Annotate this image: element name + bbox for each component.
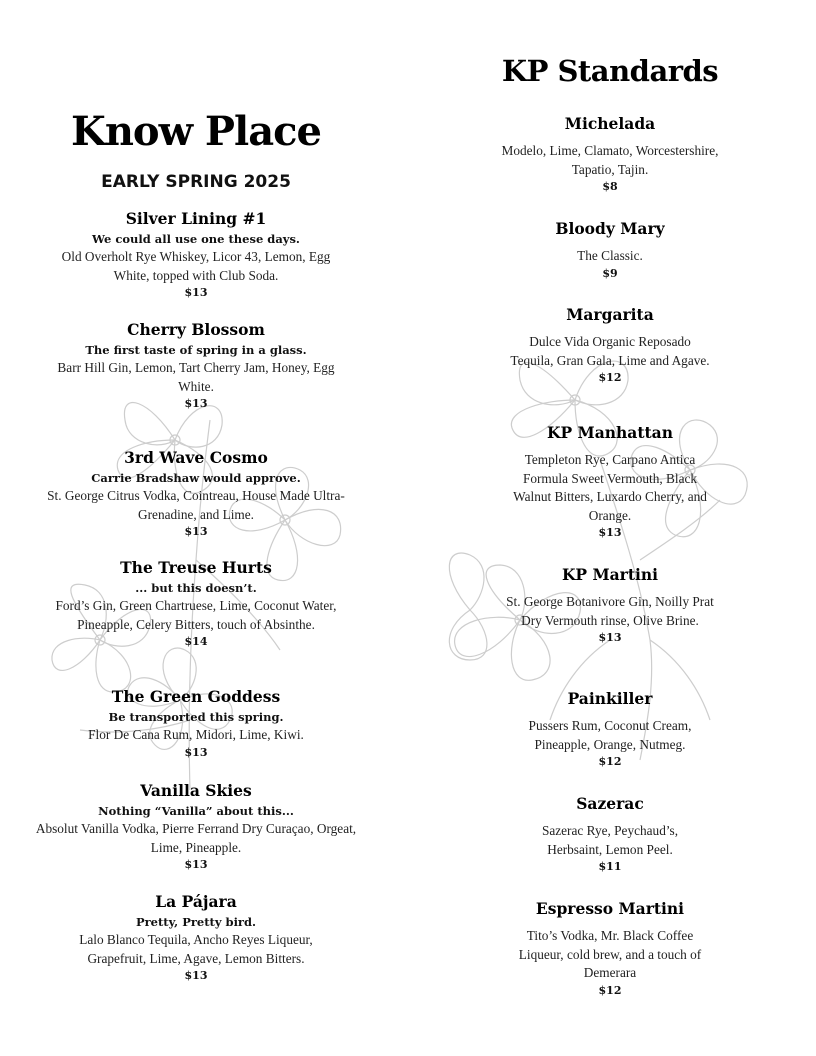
menu-item: [410, 219, 810, 281]
menu-item: [0, 781, 392, 872]
menu-item-price: $14: [184, 635, 208, 648]
menu-item-price: $13: [598, 631, 622, 644]
menu-item-description: Dulce Vida Organic Reposado Tequila, Gran Gala, Lime and Agave.: [510, 334, 710, 368]
menu-item-name: Painkiller: [567, 689, 653, 708]
menu-item-name: The Treuse Hurts: [120, 558, 272, 577]
menu-item: [410, 423, 810, 540]
menu-item-price: $12: [598, 371, 622, 384]
menu-item-price: $13: [184, 858, 208, 871]
menu-item: [0, 320, 392, 411]
menu-item-name: Bloody Mary: [555, 219, 665, 238]
menu-item-description: St. George Botanivore Gin, Noilly Prat Dry Vermouth rinse, Olive Brine.: [506, 594, 714, 628]
menu-item: [0, 558, 392, 649]
menu-item-tagline: Nothing “Vanilla” about this...: [98, 804, 294, 818]
brand-title: Know Place: [71, 108, 321, 155]
menu-item-price: $12: [598, 755, 622, 768]
menu-item-description: Flor De Cana Rum, Midori, Lime, Kiwi.: [88, 727, 304, 742]
menu-item: [0, 687, 392, 760]
menu-item-description: Old Overholt Rye Whiskey, Licor 43, Lemon, Egg White, topped with Club Soda.: [61, 249, 331, 283]
menu-item-name: Cherry Blossom: [127, 320, 265, 339]
menu-item-price: $9: [602, 266, 618, 280]
menu-item: [410, 114, 810, 194]
menu-item: [0, 448, 392, 539]
menu-item-name: Silver Lining #1: [125, 209, 267, 228]
menu-item-price: $13: [598, 526, 622, 539]
menu-item-name: Michelada: [564, 114, 656, 133]
menu-item: [410, 794, 810, 874]
standards-title: KP Standards: [501, 54, 719, 88]
menu-item: [0, 892, 392, 983]
menu-item-name: 3rd Wave Cosmo: [124, 448, 268, 467]
menu-item: [410, 689, 810, 769]
menu-item-price: $13: [184, 286, 208, 299]
menu-item-tagline: We could all use one these days.: [92, 232, 300, 246]
menu-item-tagline: The first taste of spring in a glass.: [85, 343, 307, 357]
menu-item: [410, 899, 810, 998]
menu-item-description: Tito’s Vodka, Mr. Black Coffee Liqueur, cold brew, and a touch of Demerara: [518, 928, 702, 980]
menu-item-description: Pussers Rum, Coconut Cream, Pineapple, Orange, Nutmeg.: [528, 718, 692, 752]
menu-item-description: The Classic.: [577, 248, 643, 263]
menu-item-price: $11: [598, 860, 622, 873]
menu-item-description: Barr Hill Gin, Lemon, Tart Cherry Jam, Honey, Egg White.: [57, 360, 335, 394]
menu-item-name: Espresso Martini: [535, 899, 685, 918]
menu-item-name: KP Manhattan: [547, 423, 673, 442]
menu-item-name: Sazerac: [576, 794, 644, 813]
menu-item-description: Ford’s Gin, Green Chartruese, Lime, Coconut Water, Pineapple, Celery Bitters, touch of Absinthe.: [55, 598, 337, 632]
season-heading: EARLY SPRING 2025: [101, 172, 291, 192]
menu-item: [410, 565, 810, 645]
menu-item: [410, 305, 810, 385]
menu-item-tagline: ... but this doesn’t.: [135, 581, 257, 595]
menu-item-price: $8: [602, 180, 618, 193]
menu-item-description: Templeton Rye, Carpano Antica Formula Sweet Vermouth, Black Walnut Bitters, Luxardo Cherry, and Orange.: [513, 452, 707, 523]
menu-item-price: $13: [184, 969, 208, 982]
menu-item-description: St. George Citrus Vodka, Cointreau, House Made Ultra-Grenadine, and Lime.: [47, 488, 345, 522]
menu-item: [0, 209, 392, 300]
menu-item-name: Margarita: [566, 305, 654, 324]
menu-item-description: Sazerac Rye, Peychaud’s, Herbsaint, Lemon Peel.: [541, 823, 679, 857]
menu-item-description: Modelo, Lime, Clamato, Worcestershire, Tapatio, Tajin.: [501, 143, 719, 177]
menu-item-name: The Green Goddess: [111, 687, 281, 706]
menu-item-price: $13: [184, 525, 208, 538]
menu-item-price: $13: [184, 397, 208, 410]
menu-item-tagline: Carrie Bradshaw would approve.: [91, 471, 301, 485]
menu-item-description: Absolut Vanilla Vodka, Pierre Ferrand Dry Curaçao, Orgeat, Lime, Pineapple.: [35, 821, 357, 855]
menu-item-tagline: Pretty, Pretty bird.: [135, 915, 257, 929]
menu-item-tagline: Be transported this spring.: [108, 710, 284, 724]
menu-item-description: Lalo Blanco Tequila, Ancho Reyes Liqueur, Grapefruit, Lime, Agave, Lemon Bitters.: [79, 932, 313, 966]
menu-item-price: $12: [598, 983, 622, 997]
menu-item-name: KP Martini: [561, 565, 659, 584]
menu-item-name: Vanilla Skies: [140, 781, 252, 800]
menu-item-name: La Pájara: [155, 892, 237, 911]
menu-item-price: $13: [184, 745, 208, 759]
